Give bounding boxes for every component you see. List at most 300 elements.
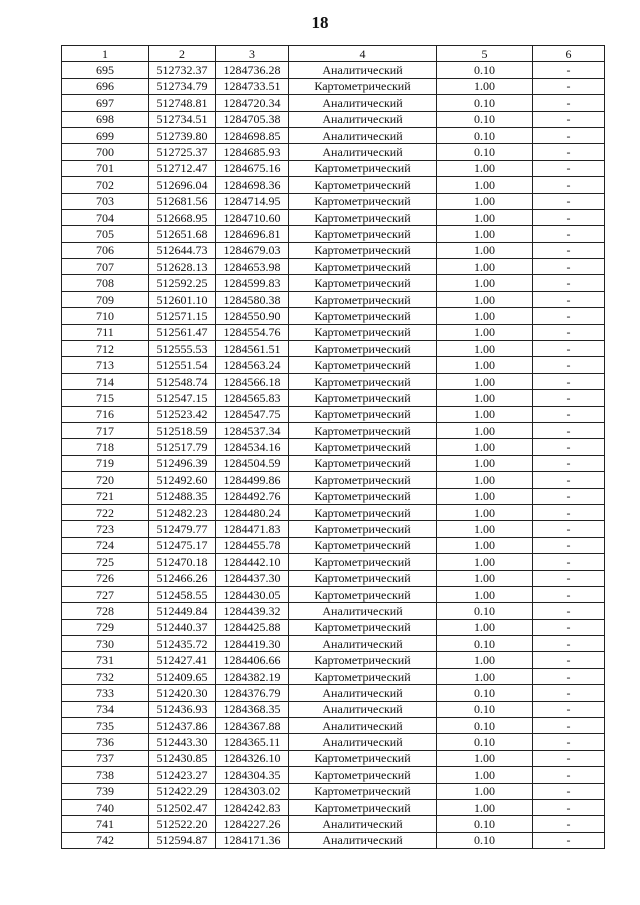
- point-number-cell: 695: [62, 62, 149, 78]
- point-number-cell: 711: [62, 324, 149, 340]
- note-cell: -: [533, 78, 605, 94]
- accuracy-cell: 1.00: [437, 209, 533, 225]
- table-row: [62, 554, 605, 570]
- x-coordinate-cell: 512712.47: [149, 160, 216, 176]
- table-row: [62, 586, 605, 602]
- x-coordinate-cell: 512518.59: [149, 422, 216, 438]
- accuracy-cell: 1.00: [437, 324, 533, 340]
- point-number-cell: 708: [62, 275, 149, 291]
- point-number-cell: 729: [62, 619, 149, 635]
- x-coordinate-cell: 512435.72: [149, 636, 216, 652]
- table-row: [62, 357, 605, 373]
- accuracy-cell: 0.10: [437, 62, 533, 78]
- accuracy-cell: 0.10: [437, 111, 533, 127]
- note-cell: -: [533, 718, 605, 734]
- accuracy-cell: 1.00: [437, 504, 533, 520]
- x-coordinate-cell: 512517.79: [149, 439, 216, 455]
- note-cell: -: [533, 373, 605, 389]
- point-number-cell: 733: [62, 685, 149, 701]
- table-row: [62, 767, 605, 783]
- y-coordinate-cell: 1284698.36: [216, 177, 289, 193]
- y-coordinate-cell: 1284733.51: [216, 78, 289, 94]
- accuracy-cell: 1.00: [437, 799, 533, 815]
- note-cell: -: [533, 439, 605, 455]
- column-header-6: 6: [533, 46, 605, 62]
- point-number-cell: 706: [62, 242, 149, 258]
- note-cell: -: [533, 750, 605, 766]
- y-coordinate-cell: 1284242.83: [216, 799, 289, 815]
- accuracy-cell: 1.00: [437, 750, 533, 766]
- table-row: [62, 341, 605, 357]
- point-number-cell: 734: [62, 701, 149, 717]
- x-coordinate-cell: 512734.51: [149, 111, 216, 127]
- note-cell: -: [533, 701, 605, 717]
- table-row: [62, 832, 605, 848]
- table-row: [62, 636, 605, 652]
- method-cell: Картометрический: [289, 570, 437, 586]
- accuracy-cell: 1.00: [437, 586, 533, 602]
- x-coordinate-cell: 512571.15: [149, 308, 216, 324]
- accuracy-cell: 1.00: [437, 341, 533, 357]
- method-cell: Картометрический: [289, 291, 437, 307]
- note-cell: -: [533, 799, 605, 815]
- method-cell: Картометрический: [289, 586, 437, 602]
- x-coordinate-cell: 512482.23: [149, 504, 216, 520]
- point-number-cell: 722: [62, 504, 149, 520]
- x-coordinate-cell: 512739.80: [149, 127, 216, 143]
- table-row: [62, 209, 605, 225]
- method-cell: Аналитический: [289, 734, 437, 750]
- y-coordinate-cell: 1284303.02: [216, 783, 289, 799]
- method-cell: Картометрический: [289, 799, 437, 815]
- y-coordinate-cell: 1284437.30: [216, 570, 289, 586]
- note-cell: -: [533, 144, 605, 160]
- method-cell: Картометрический: [289, 78, 437, 94]
- y-coordinate-cell: 1284471.83: [216, 521, 289, 537]
- point-number-cell: 720: [62, 472, 149, 488]
- point-number-cell: 742: [62, 832, 149, 848]
- x-coordinate-cell: 512458.55: [149, 586, 216, 602]
- method-cell: Аналитический: [289, 111, 437, 127]
- method-cell: Картометрический: [289, 275, 437, 291]
- table-body: [62, 62, 605, 849]
- accuracy-cell: 0.10: [437, 685, 533, 701]
- point-number-cell: 696: [62, 78, 149, 94]
- table-row: [62, 95, 605, 111]
- method-cell: Картометрический: [289, 767, 437, 783]
- table-row: [62, 275, 605, 291]
- point-number-cell: 724: [62, 537, 149, 553]
- accuracy-cell: 1.00: [437, 78, 533, 94]
- note-cell: -: [533, 504, 605, 520]
- method-cell: Картометрический: [289, 226, 437, 242]
- note-cell: -: [533, 455, 605, 471]
- x-coordinate-cell: 512430.85: [149, 750, 216, 766]
- x-coordinate-cell: 512681.56: [149, 193, 216, 209]
- point-number-cell: 719: [62, 455, 149, 471]
- coordinates-table: [61, 45, 605, 849]
- accuracy-cell: 1.00: [437, 406, 533, 422]
- x-coordinate-cell: 512427.41: [149, 652, 216, 668]
- table-header-row: [62, 46, 605, 62]
- accuracy-cell: 1.00: [437, 488, 533, 504]
- point-number-cell: 701: [62, 160, 149, 176]
- point-number-cell: 739: [62, 783, 149, 799]
- point-number-cell: 735: [62, 718, 149, 734]
- accuracy-cell: 0.10: [437, 127, 533, 143]
- point-number-cell: 697: [62, 95, 149, 111]
- note-cell: -: [533, 209, 605, 225]
- method-cell: Аналитический: [289, 603, 437, 619]
- y-coordinate-cell: 1284368.35: [216, 701, 289, 717]
- x-coordinate-cell: 512423.27: [149, 767, 216, 783]
- note-cell: -: [533, 472, 605, 488]
- table-row: [62, 177, 605, 193]
- x-coordinate-cell: 512644.73: [149, 242, 216, 258]
- x-coordinate-cell: 512748.81: [149, 95, 216, 111]
- x-coordinate-cell: 512443.30: [149, 734, 216, 750]
- accuracy-cell: 1.00: [437, 291, 533, 307]
- point-number-cell: 730: [62, 636, 149, 652]
- method-cell: Аналитический: [289, 62, 437, 78]
- method-cell: Картометрический: [289, 341, 437, 357]
- x-coordinate-cell: 512475.17: [149, 537, 216, 553]
- point-number-cell: 726: [62, 570, 149, 586]
- accuracy-cell: 0.10: [437, 95, 533, 111]
- note-cell: -: [533, 62, 605, 78]
- note-cell: -: [533, 242, 605, 258]
- point-number-cell: 721: [62, 488, 149, 504]
- method-cell: Картометрический: [289, 554, 437, 570]
- x-coordinate-cell: 512437.86: [149, 718, 216, 734]
- y-coordinate-cell: 1284406.66: [216, 652, 289, 668]
- y-coordinate-cell: 1284563.24: [216, 357, 289, 373]
- accuracy-cell: 1.00: [437, 308, 533, 324]
- method-cell: Картометрический: [289, 504, 437, 520]
- note-cell: -: [533, 783, 605, 799]
- note-cell: -: [533, 537, 605, 553]
- x-coordinate-cell: 512651.68: [149, 226, 216, 242]
- note-cell: -: [533, 95, 605, 111]
- table-row: [62, 406, 605, 422]
- y-coordinate-cell: 1284419.30: [216, 636, 289, 652]
- y-coordinate-cell: 1284492.76: [216, 488, 289, 504]
- note-cell: -: [533, 586, 605, 602]
- table-row: [62, 521, 605, 537]
- point-number-cell: 699: [62, 127, 149, 143]
- column-header-3: 3: [216, 46, 289, 62]
- y-coordinate-cell: 1284367.88: [216, 718, 289, 734]
- accuracy-cell: 0.10: [437, 144, 533, 160]
- y-coordinate-cell: 1284304.35: [216, 767, 289, 783]
- note-cell: -: [533, 259, 605, 275]
- point-number-cell: 732: [62, 668, 149, 684]
- accuracy-cell: 1.00: [437, 521, 533, 537]
- y-coordinate-cell: 1284227.26: [216, 816, 289, 832]
- y-coordinate-cell: 1284653.98: [216, 259, 289, 275]
- note-cell: -: [533, 357, 605, 373]
- point-number-cell: 717: [62, 422, 149, 438]
- note-cell: -: [533, 619, 605, 635]
- note-cell: -: [533, 816, 605, 832]
- x-coordinate-cell: 512488.35: [149, 488, 216, 504]
- x-coordinate-cell: 512409.65: [149, 668, 216, 684]
- y-coordinate-cell: 1284736.28: [216, 62, 289, 78]
- accuracy-cell: 1.00: [437, 390, 533, 406]
- table-row: [62, 701, 605, 717]
- y-coordinate-cell: 1284720.34: [216, 95, 289, 111]
- method-cell: Картометрический: [289, 373, 437, 389]
- x-coordinate-cell: 512668.95: [149, 209, 216, 225]
- y-coordinate-cell: 1284698.85: [216, 127, 289, 143]
- column-header-1: 1: [62, 46, 149, 62]
- note-cell: -: [533, 308, 605, 324]
- accuracy-cell: 1.00: [437, 554, 533, 570]
- method-cell: Аналитический: [289, 95, 437, 111]
- y-coordinate-cell: 1284537.34: [216, 422, 289, 438]
- y-coordinate-cell: 1284561.51: [216, 341, 289, 357]
- accuracy-cell: 1.00: [437, 373, 533, 389]
- x-coordinate-cell: 512523.42: [149, 406, 216, 422]
- note-cell: -: [533, 832, 605, 848]
- accuracy-cell: 1.00: [437, 619, 533, 635]
- table-row: [62, 111, 605, 127]
- accuracy-cell: 1.00: [437, 275, 533, 291]
- table-row: [62, 439, 605, 455]
- point-number-cell: 707: [62, 259, 149, 275]
- method-cell: Картометрический: [289, 259, 437, 275]
- point-number-cell: 709: [62, 291, 149, 307]
- note-cell: -: [533, 554, 605, 570]
- x-coordinate-cell: 512479.77: [149, 521, 216, 537]
- note-cell: -: [533, 422, 605, 438]
- point-number-cell: 737: [62, 750, 149, 766]
- method-cell: Аналитический: [289, 636, 437, 652]
- method-cell: Картометрический: [289, 455, 437, 471]
- x-coordinate-cell: 512725.37: [149, 144, 216, 160]
- point-number-cell: 712: [62, 341, 149, 357]
- accuracy-cell: 0.10: [437, 718, 533, 734]
- table-row: [62, 816, 605, 832]
- accuracy-cell: 1.00: [437, 177, 533, 193]
- point-number-cell: 725: [62, 554, 149, 570]
- accuracy-cell: 1.00: [437, 472, 533, 488]
- table-row: [62, 685, 605, 701]
- point-number-cell: 736: [62, 734, 149, 750]
- note-cell: -: [533, 570, 605, 586]
- note-cell: -: [533, 177, 605, 193]
- point-number-cell: 710: [62, 308, 149, 324]
- y-coordinate-cell: 1284480.24: [216, 504, 289, 520]
- y-coordinate-cell: 1284534.16: [216, 439, 289, 455]
- table-row: [62, 144, 605, 160]
- point-number-cell: 727: [62, 586, 149, 602]
- note-cell: -: [533, 652, 605, 668]
- y-coordinate-cell: 1284376.79: [216, 685, 289, 701]
- note-cell: -: [533, 111, 605, 127]
- x-coordinate-cell: 512496.39: [149, 455, 216, 471]
- method-cell: Картометрический: [289, 308, 437, 324]
- method-cell: Аналитический: [289, 832, 437, 848]
- table-row: [62, 259, 605, 275]
- y-coordinate-cell: 1284430.05: [216, 586, 289, 602]
- note-cell: -: [533, 127, 605, 143]
- column-header-4: 4: [289, 46, 437, 62]
- x-coordinate-cell: 512561.47: [149, 324, 216, 340]
- y-coordinate-cell: 1284714.95: [216, 193, 289, 209]
- table-row: [62, 734, 605, 750]
- table-row: [62, 750, 605, 766]
- accuracy-cell: 1.00: [437, 193, 533, 209]
- y-coordinate-cell: 1284326.10: [216, 750, 289, 766]
- table-row: [62, 570, 605, 586]
- x-coordinate-cell: 512601.10: [149, 291, 216, 307]
- point-number-cell: 700: [62, 144, 149, 160]
- point-number-cell: 741: [62, 816, 149, 832]
- x-coordinate-cell: 512522.20: [149, 816, 216, 832]
- point-number-cell: 740: [62, 799, 149, 815]
- x-coordinate-cell: 512732.37: [149, 62, 216, 78]
- method-cell: Картометрический: [289, 324, 437, 340]
- accuracy-cell: 1.00: [437, 783, 533, 799]
- table-row: [62, 390, 605, 406]
- method-cell: Картометрический: [289, 783, 437, 799]
- point-number-cell: 718: [62, 439, 149, 455]
- method-cell: Картометрический: [289, 439, 437, 455]
- y-coordinate-cell: 1284675.16: [216, 160, 289, 176]
- method-cell: Картометрический: [289, 406, 437, 422]
- point-number-cell: 714: [62, 373, 149, 389]
- method-cell: Картометрический: [289, 422, 437, 438]
- method-cell: Картометрический: [289, 193, 437, 209]
- table-row: [62, 783, 605, 799]
- x-coordinate-cell: 512436.93: [149, 701, 216, 717]
- y-coordinate-cell: 1284705.38: [216, 111, 289, 127]
- accuracy-cell: 1.00: [437, 439, 533, 455]
- method-cell: Картометрический: [289, 488, 437, 504]
- point-number-cell: 715: [62, 390, 149, 406]
- note-cell: -: [533, 160, 605, 176]
- accuracy-cell: 0.10: [437, 832, 533, 848]
- x-coordinate-cell: 512422.29: [149, 783, 216, 799]
- method-cell: Аналитический: [289, 816, 437, 832]
- table-row: [62, 160, 605, 176]
- note-cell: -: [533, 603, 605, 619]
- y-coordinate-cell: 1284171.36: [216, 832, 289, 848]
- y-coordinate-cell: 1284565.83: [216, 390, 289, 406]
- accuracy-cell: 0.10: [437, 701, 533, 717]
- accuracy-cell: 1.00: [437, 160, 533, 176]
- table-row: [62, 799, 605, 815]
- column-header-5: 5: [437, 46, 533, 62]
- table-row: [62, 62, 605, 78]
- note-cell: -: [533, 767, 605, 783]
- method-cell: Картометрический: [289, 521, 437, 537]
- table-row: [62, 78, 605, 94]
- point-number-cell: 703: [62, 193, 149, 209]
- method-cell: Аналитический: [289, 685, 437, 701]
- table-row: [62, 537, 605, 553]
- x-coordinate-cell: 512466.26: [149, 570, 216, 586]
- table-row: [62, 652, 605, 668]
- accuracy-cell: 1.00: [437, 357, 533, 373]
- table-row: [62, 603, 605, 619]
- x-coordinate-cell: 512420.30: [149, 685, 216, 701]
- accuracy-cell: 1.00: [437, 537, 533, 553]
- method-cell: Картометрический: [289, 619, 437, 635]
- x-coordinate-cell: 512696.04: [149, 177, 216, 193]
- note-cell: -: [533, 341, 605, 357]
- note-cell: -: [533, 275, 605, 291]
- x-coordinate-cell: 512592.25: [149, 275, 216, 291]
- table-row: [62, 422, 605, 438]
- method-cell: Картометрический: [289, 472, 437, 488]
- table-row: [62, 718, 605, 734]
- note-cell: -: [533, 390, 605, 406]
- table-row: [62, 193, 605, 209]
- y-coordinate-cell: 1284365.11: [216, 734, 289, 750]
- point-number-cell: 698: [62, 111, 149, 127]
- y-coordinate-cell: 1284599.83: [216, 275, 289, 291]
- y-coordinate-cell: 1284696.81: [216, 226, 289, 242]
- point-number-cell: 723: [62, 521, 149, 537]
- accuracy-cell: 0.10: [437, 603, 533, 619]
- x-coordinate-cell: 512551.54: [149, 357, 216, 373]
- method-cell: Аналитический: [289, 701, 437, 717]
- table-row: [62, 619, 605, 635]
- accuracy-cell: 1.00: [437, 226, 533, 242]
- accuracy-cell: 1.00: [437, 652, 533, 668]
- y-coordinate-cell: 1284685.93: [216, 144, 289, 160]
- y-coordinate-cell: 1284382.19: [216, 668, 289, 684]
- method-cell: Аналитический: [289, 127, 437, 143]
- method-cell: Картометрический: [289, 390, 437, 406]
- method-cell: Картометрический: [289, 537, 437, 553]
- method-cell: Картометрический: [289, 652, 437, 668]
- accuracy-cell: 1.00: [437, 422, 533, 438]
- y-coordinate-cell: 1284442.10: [216, 554, 289, 570]
- x-coordinate-cell: 512594.87: [149, 832, 216, 848]
- x-coordinate-cell: 512555.53: [149, 341, 216, 357]
- x-coordinate-cell: 512449.84: [149, 603, 216, 619]
- accuracy-cell: 1.00: [437, 668, 533, 684]
- table-row: [62, 373, 605, 389]
- note-cell: -: [533, 685, 605, 701]
- accuracy-cell: 0.10: [437, 636, 533, 652]
- accuracy-cell: 1.00: [437, 242, 533, 258]
- x-coordinate-cell: 512470.18: [149, 554, 216, 570]
- note-cell: -: [533, 636, 605, 652]
- y-coordinate-cell: 1284455.78: [216, 537, 289, 553]
- note-cell: -: [533, 668, 605, 684]
- y-coordinate-cell: 1284566.18: [216, 373, 289, 389]
- table-row: [62, 488, 605, 504]
- table-row: [62, 455, 605, 471]
- point-number-cell: 738: [62, 767, 149, 783]
- x-coordinate-cell: 512547.15: [149, 390, 216, 406]
- point-number-cell: 731: [62, 652, 149, 668]
- y-coordinate-cell: 1284425.88: [216, 619, 289, 635]
- point-number-cell: 702: [62, 177, 149, 193]
- accuracy-cell: 1.00: [437, 767, 533, 783]
- y-coordinate-cell: 1284554.76: [216, 324, 289, 340]
- accuracy-cell: 0.10: [437, 734, 533, 750]
- note-cell: -: [533, 734, 605, 750]
- note-cell: -: [533, 226, 605, 242]
- point-number-cell: 704: [62, 209, 149, 225]
- point-number-cell: 716: [62, 406, 149, 422]
- note-cell: -: [533, 406, 605, 422]
